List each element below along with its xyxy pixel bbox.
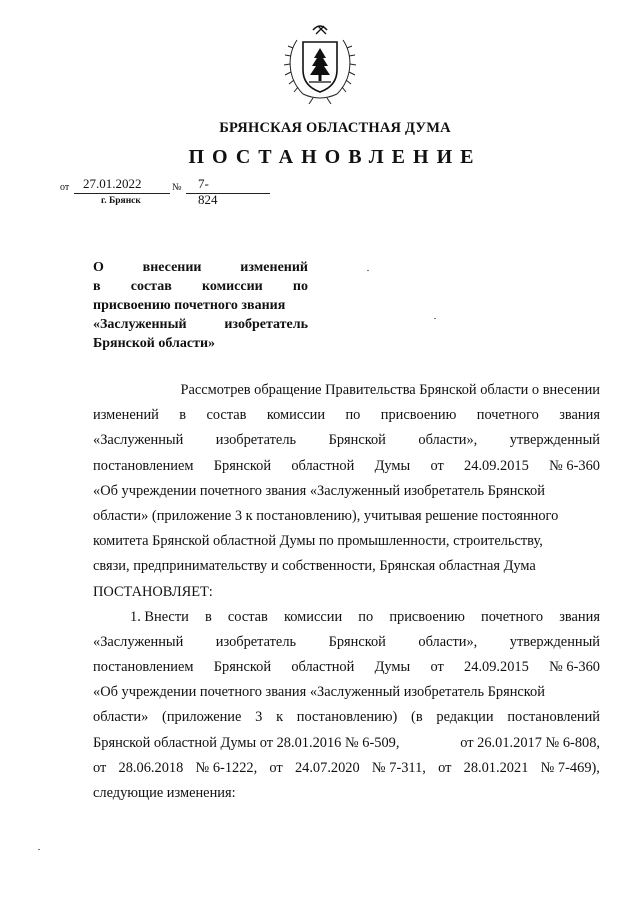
text-word: Брянской (328, 432, 386, 449)
subject-word: по (292, 279, 308, 294)
body-line (93, 655, 600, 680)
subject-word: изменений (240, 260, 308, 275)
text-word: Рассмотрев обращение Правительства Брянской области о внесении (180, 382, 600, 398)
text-word: № 7-311, (371, 759, 426, 776)
scan-speck (367, 270, 369, 271)
number-label: № (172, 182, 182, 193)
text-word: № 6-360 (549, 457, 600, 474)
text-word: постановлению) (296, 709, 398, 726)
text-word: от (430, 659, 444, 676)
text-word: от (430, 457, 444, 474)
subject-word: внесении (142, 260, 202, 275)
body-line (93, 680, 600, 705)
text-word: «Об учреждении почетного звания «Заслуженный изобретатель Брянской (93, 684, 545, 701)
body-line (93, 529, 600, 554)
text-word: в (204, 608, 212, 625)
text-word: «Заслуженный (93, 432, 184, 449)
body-line (93, 705, 600, 730)
subject-word: Брянской области» (93, 336, 216, 351)
subject-line (93, 277, 308, 296)
text-word: «Об учреждении почетного звания «Заслуженный изобретатель Брянской (93, 482, 545, 499)
date-label: от (60, 182, 70, 193)
text-word: постановлений (507, 709, 600, 726)
text-word: ПОСТАНОВЛЯЕТ: (93, 583, 213, 600)
document-body (93, 378, 600, 806)
text-word: утвержденный (509, 432, 600, 449)
text-word: № 6-1222, (195, 759, 258, 776)
text-word: в (179, 407, 187, 424)
subject-word: комиссии (201, 279, 263, 294)
text-word: от 26.01.2017 № 6-808, (460, 734, 600, 751)
text-word: по (345, 407, 361, 424)
subject-word: О (93, 260, 104, 275)
text-word: № 6-360 (549, 659, 600, 676)
subject-word: «Заслуженный (93, 317, 187, 332)
text-word: комитета Брянской областной Думы по промышленности, строительству, (93, 533, 543, 550)
coat-of-arms-icon (283, 20, 357, 106)
text-word: звания (559, 608, 600, 625)
text-word: Думы (374, 659, 411, 676)
text-word: Брянской областной Думы от 28.01.2016 № 6-509, (93, 734, 400, 751)
body-line (93, 403, 600, 428)
body-line (93, 781, 600, 806)
text-word: связи, предпринимательству и собственности, Брянская областная Дума (93, 558, 536, 575)
city-label: г. Брянск (101, 196, 141, 206)
text-word: 24.09.2015 (464, 457, 529, 474)
date-underline (74, 193, 170, 194)
text-word: № 7-469), (540, 759, 600, 776)
text-word: областной (291, 457, 355, 474)
text-word: присвоению (389, 608, 465, 625)
text-word: 24.07.2020 (294, 759, 360, 776)
text-word: «Заслуженный (93, 633, 184, 650)
text-word: к (276, 709, 284, 726)
text-word: постановлением (93, 457, 194, 474)
text-word: почетного (481, 608, 544, 625)
body-line (93, 504, 600, 529)
body-line (93, 454, 600, 479)
body-line (93, 731, 600, 756)
text-word: изменений (93, 407, 159, 424)
text-word: Брянской (213, 659, 272, 676)
body-line (93, 630, 600, 655)
subject-line (93, 315, 308, 334)
text-word: изобретатель (215, 432, 297, 449)
text-word: области» (приложение 3 к постановлению), учитывая решение постоянного (93, 507, 559, 524)
text-word: следующие изменения: (93, 785, 236, 801)
text-word: (в (411, 709, 423, 726)
text-word: 28.01.2021 (463, 759, 529, 776)
text-word: Думы (374, 457, 411, 474)
text-word: постановлением (93, 659, 194, 676)
text-word: областной (291, 659, 355, 676)
body-line (93, 605, 600, 630)
text-word: от (438, 759, 452, 776)
body-line (93, 479, 600, 504)
text-word: состав (206, 407, 247, 424)
text-word: состав (227, 608, 268, 625)
text-word: от (93, 759, 107, 776)
organization-name: БРЯНСКАЯ ОБЛАСТНАЯ ДУМА (219, 120, 451, 136)
text-word: от (269, 759, 283, 776)
text-word: области», (418, 432, 478, 449)
text-word: области», (418, 633, 478, 650)
document-subject (93, 258, 308, 353)
document-type: ПОСТАНОВЛЕНИЕ (188, 146, 482, 168)
text-word: комиссии (266, 407, 326, 424)
text-word: звания (559, 407, 600, 424)
subject-line (93, 258, 308, 277)
text-word: изобретатель (215, 633, 297, 650)
text-word: комиссии (283, 608, 343, 625)
text-word: 1. Внести (130, 608, 189, 625)
text-word: редакции (436, 709, 494, 726)
text-word: присвоению (380, 407, 457, 424)
document-number: 7-824 (198, 176, 218, 207)
text-word: почетного (476, 407, 539, 424)
text-word: Брянской (213, 457, 272, 474)
paragraph-2 (93, 605, 600, 807)
subject-word: состав (130, 279, 172, 294)
scan-speck (434, 318, 436, 319)
subject-word: присвоению почетного звания (93, 298, 286, 313)
scan-speck (38, 849, 40, 850)
subject-line (93, 296, 308, 315)
subject-word: изобретатель (224, 317, 308, 332)
subject-line (93, 334, 308, 353)
text-word: 3 (255, 709, 263, 726)
paragraph-1 (93, 378, 600, 605)
body-line (93, 554, 600, 579)
document-date: 27.01.2022 (83, 176, 142, 191)
subject-word: в (93, 279, 101, 294)
text-word: утвержденный (509, 633, 600, 650)
number-underline (186, 193, 270, 194)
body-line (93, 428, 600, 453)
text-word: 28.06.2018 (118, 759, 184, 776)
text-word: области» (93, 709, 149, 726)
text-word: 24.09.2015 (464, 659, 529, 676)
text-word: по (358, 608, 374, 625)
body-line (93, 580, 600, 605)
text-word: Брянской (328, 633, 386, 650)
body-line (93, 378, 600, 403)
text-word: (приложение (162, 709, 242, 726)
body-line (93, 756, 600, 781)
